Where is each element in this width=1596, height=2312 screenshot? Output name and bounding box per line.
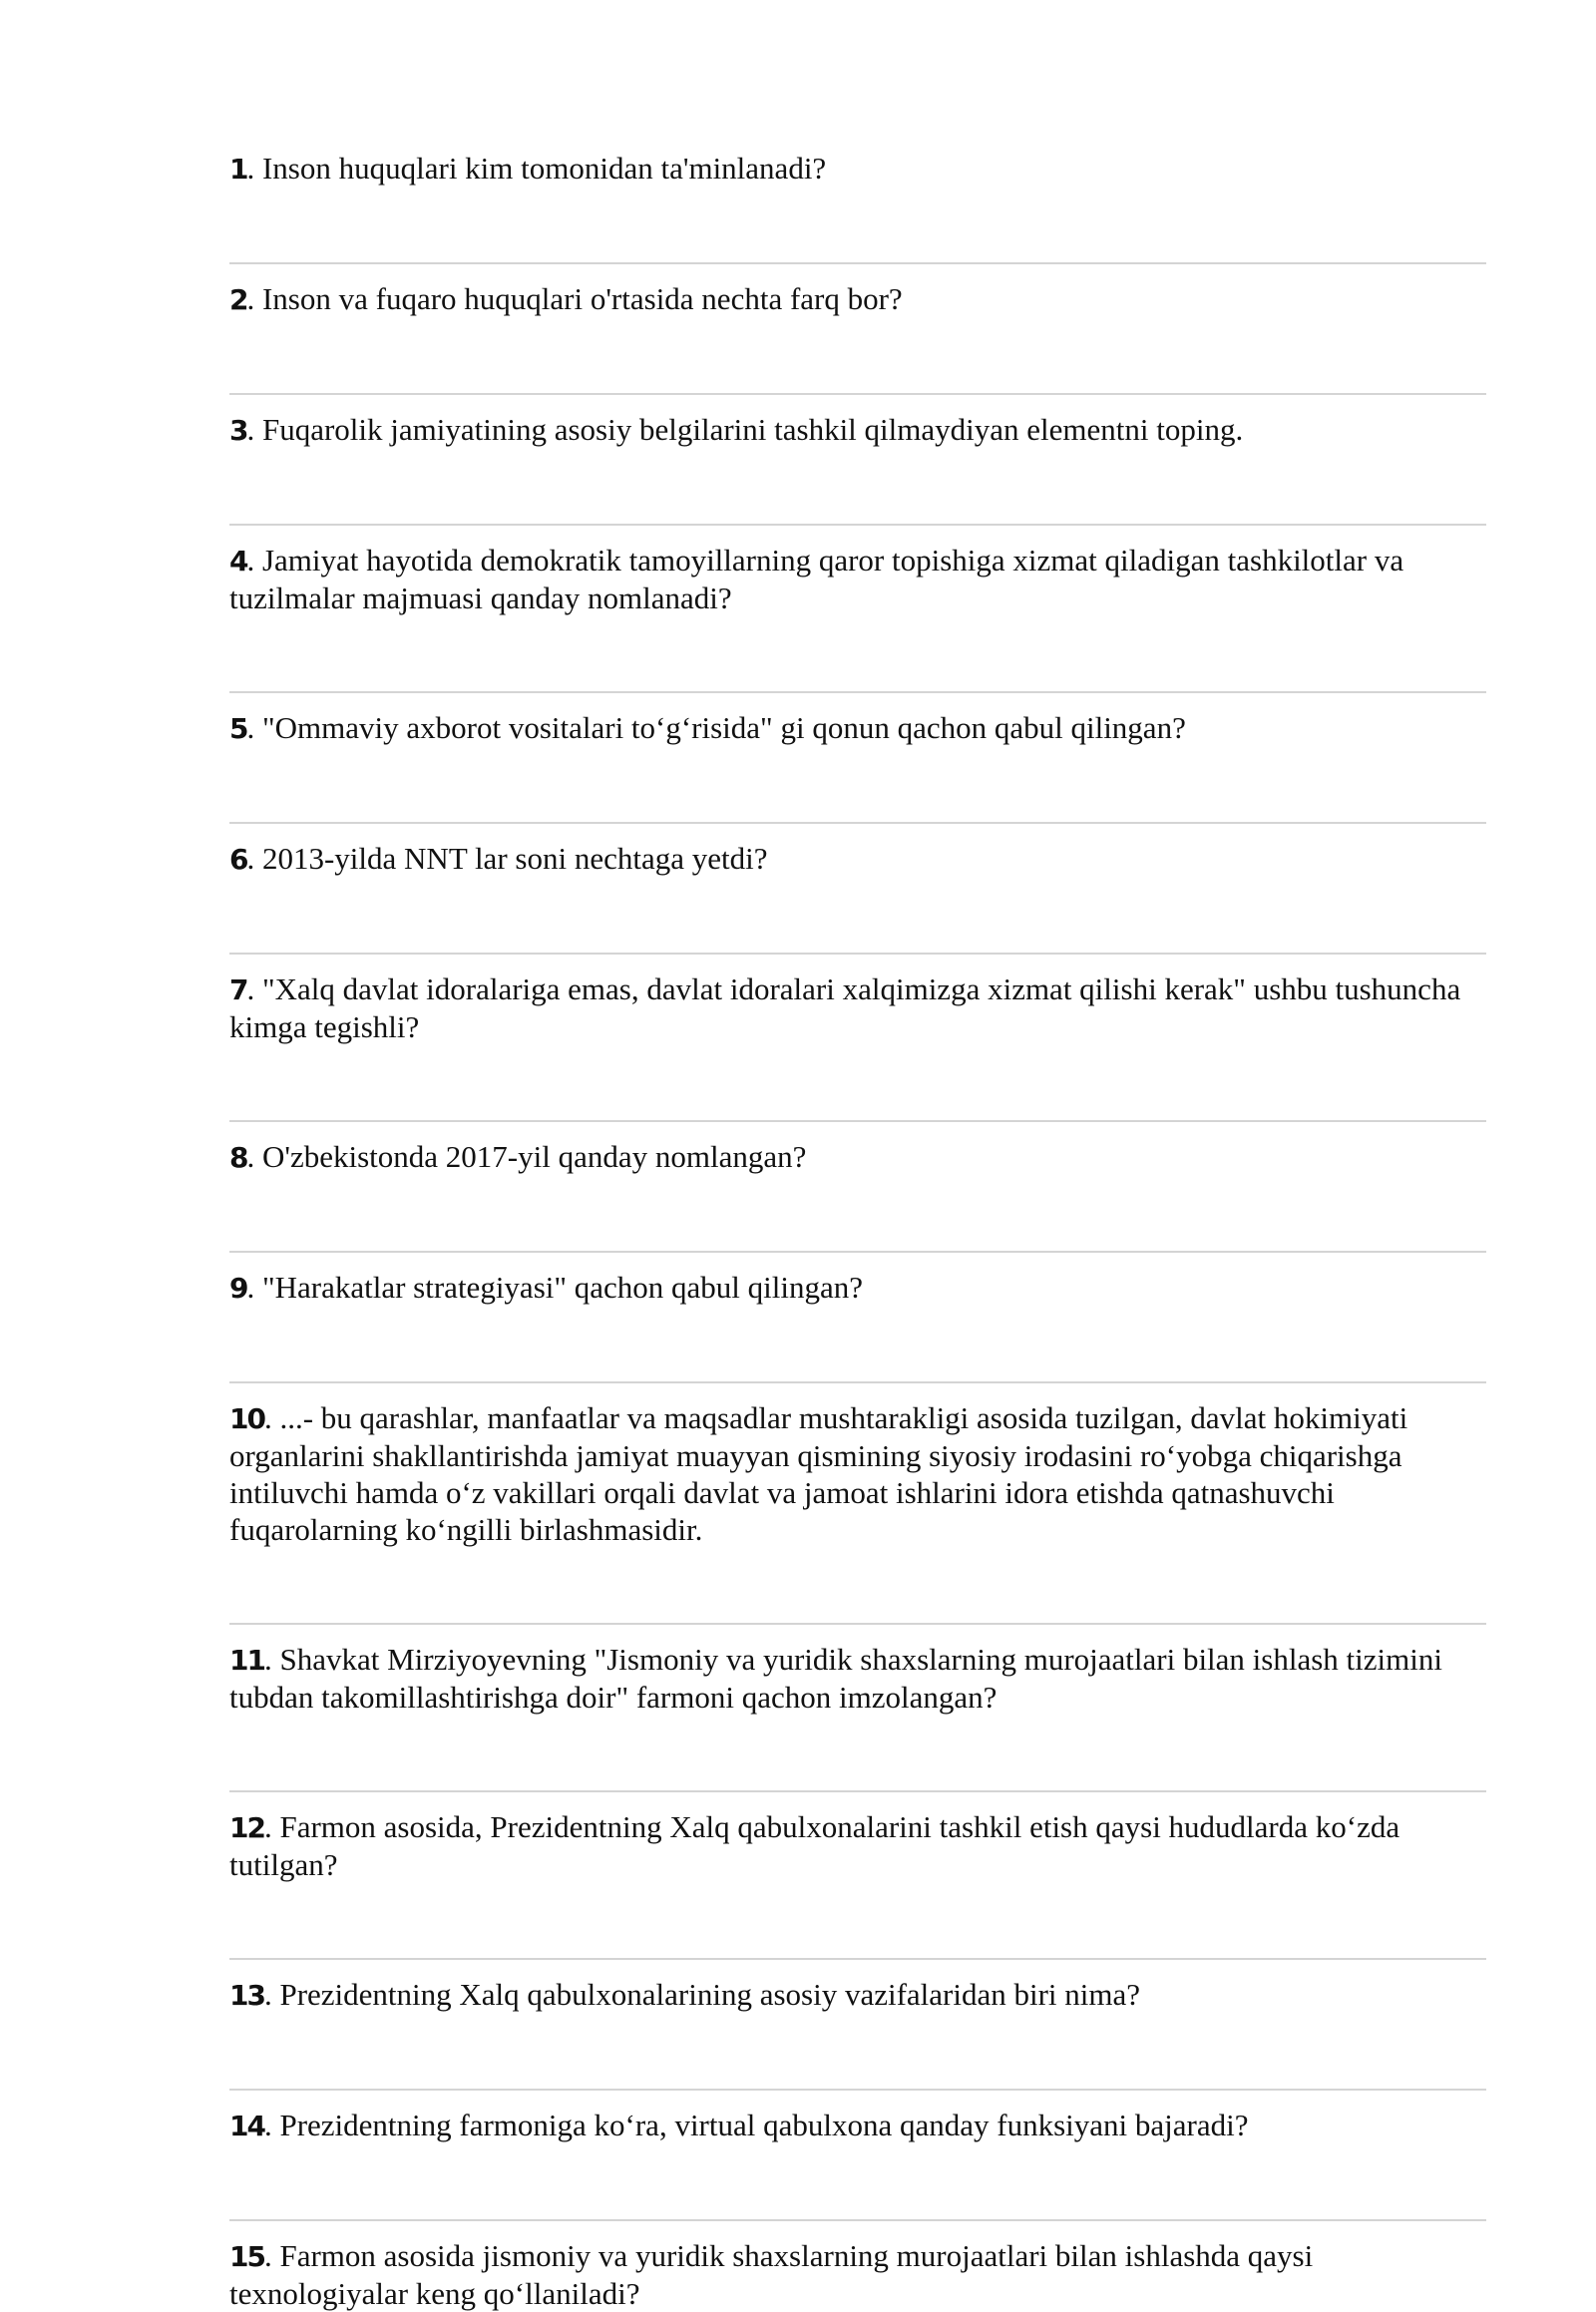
question-list [229,150,1486,2312]
question-5: 5. "Ommaviy axborot vositalari to‘g‘risida" gi qonun qachon qabul qilingan? [229,710,1186,745]
question-text: Inson va fuqaro huquqlari o'rtasida nechta farq bor? [254,281,903,316]
question-text: 2013-yilda NNT lar soni nechtaga yetdi? [254,841,768,876]
question-number: 5 [229,712,247,745]
question-text: Farmon asosida, Prezidentning Xalq qabulxonalarini tashkil etish qaysi hududlarda ko‘zda tutilgan? [229,1809,1400,1882]
question-text: Inson huquqlari kim tomonidan ta'minlanadi? [254,151,827,186]
question-14: 14. Prezidentning farmoniga ko‘ra, virtual qabulxona qanday funksiyani bajaradi? [229,2108,1249,2142]
question-2: 2. Inson va fuqaro huquqlari o'rtasida nechta farq bor? [229,281,903,316]
question-text: Farmon asosida jismoniy va yuridik shaxslarning murojaatlari bilan ishlashda qaysi texnologiyalar keng qo‘llaniladi? [229,2238,1314,2311]
question-1: 1. Inson huquqlari kim tomonidan ta'minlanadi? [229,151,827,186]
question-3: 3. Fuqarolik jamiyatining asosiy belgilarini tashkil qilmaydiyan elementni toping. [229,412,1244,447]
question-7: 7. "Xalq davlat idoralariga emas, davlat idoralari xalqimizga xizmat qilishi kerak" ushbu tushuncha kimga tegishli? [229,971,1461,1044]
question-number: 13 [229,1979,264,2012]
question-number: 7 [229,973,247,1006]
question-10: 10. ...- bu qarashlar, manfaatlar va maqsadlar mushtarakligi asosida tuzilgan, davlat hokimiyati organlarini shakllantirishda jamiyat muayyan qismining siyosiy irodasini ro‘yobga chiqarishga intiluvchi hamda o‘z vakillari orqali davlat va jamoat ishlarini idora etishda qatnashuvchi fuqarolarning ko‘ngilli birlashmasidir. [229,1400,1408,1547]
question-text: Prezidentning Xalq qabulxonalarining asosiy vazifalaridan biri nima? [271,1977,1141,2012]
question-text: Fuqarolik jamiyatining asosiy belgilarini tashkil qilmaydiyan elementni toping. [254,412,1244,447]
question-text: ...- bu qarashlar, manfaatlar va maqsadlar mushtarakligi asosida tuzilgan, davlat hokimiyati organlarini shakllantirishda jamiyat muayyan qismining siyosiy irodasini ro‘yobga chiqarishga intiluvchi hamda o‘z vakillari orqali davlat va jamoat ishlarini idora etishda qatnashuvchi fuqarolarning ko‘ngilli birlashmasidir. [229,1400,1408,1547]
question-15: 15. Farmon asosida jismoniy va yuridik shaxslarning murojaatlari bilan ishlashda qaysi texnologiyalar keng qo‘llaniladi? [229,2238,1314,2311]
question-6: 6. 2013-yilda NNT lar soni nechtaga yetdi? [229,841,768,876]
question-text: Jamiyat hayotida demokratik tamoyillarning qaror topishiga xizmat qiladigan tashkilotlar va tuzilmalar majmuasi qanday nomlanadi? [229,543,1404,615]
question-9: 9. "Harakatlar strategiyasi" qachon qabul qilingan? [229,1270,864,1305]
question-text: "Ommaviy axborot vositalari to‘g‘risida" gi qonun qachon qabul qilingan? [254,710,1186,745]
question-text: Shavkat Mirziyoyevning "Jismoniy va yuridik shaxslarning murojaatlari bilan ishlash tizimini tubdan takomillashtirishga doir" farmoni qachon imzolangan? [229,1642,1442,1715]
question-8: 8. O'zbekistonda 2017-yil qanday nomlangan? [229,1139,807,1174]
question-number: 9 [229,1272,247,1305]
question-number: 12 [229,1811,264,1844]
question-number: 3 [229,414,247,447]
question-number: 8 [229,1141,247,1174]
question-text: O'zbekistonda 2017-yil qanday nomlangan? [254,1139,807,1174]
question-text: "Xalq davlat idoralariga emas, davlat idoralari xalqimizga xizmat qilishi kerak" ushbu tushuncha kimga tegishli? [229,971,1461,1044]
question-number: 1 [229,153,247,186]
question-number: 14 [229,2110,264,2142]
question-number: 11 [229,1644,264,1677]
question-12: 12. Farmon asosida, Prezidentning Xalq qabulxonalarini tashkil etish qaysi hududlarda ko‘zda tutilgan? [229,1809,1400,1882]
question-number: 4 [229,545,247,578]
question-text: Prezidentning farmoniga ko‘ra, virtual qabulxona qanday funksiyani bajaradi? [271,2108,1249,2142]
question-number: 10 [229,1402,264,1435]
question-4: 4. Jamiyat hayotida demokratik tamoyillarning qaror topishiga xizmat qiladigan tashkilotlar va tuzilmalar majmuasi qanday nomlanadi? [229,543,1404,615]
question-number: 15 [229,2240,264,2273]
question-number: 2 [229,283,247,316]
question-number: 6 [229,843,247,876]
question-13: 13. Prezidentning Xalq qabulxonalarining asosiy vazifalaridan biri nima? [229,1977,1141,2012]
question-11: 11. Shavkat Mirziyoyevning "Jismoniy va yuridik shaxslarning murojaatlari bilan ishlash tizimini tubdan takomillashtirishga doir" farmoni qachon imzolangan? [229,1642,1442,1715]
question-text: "Harakatlar strategiyasi" qachon qabul qilingan? [254,1270,864,1305]
